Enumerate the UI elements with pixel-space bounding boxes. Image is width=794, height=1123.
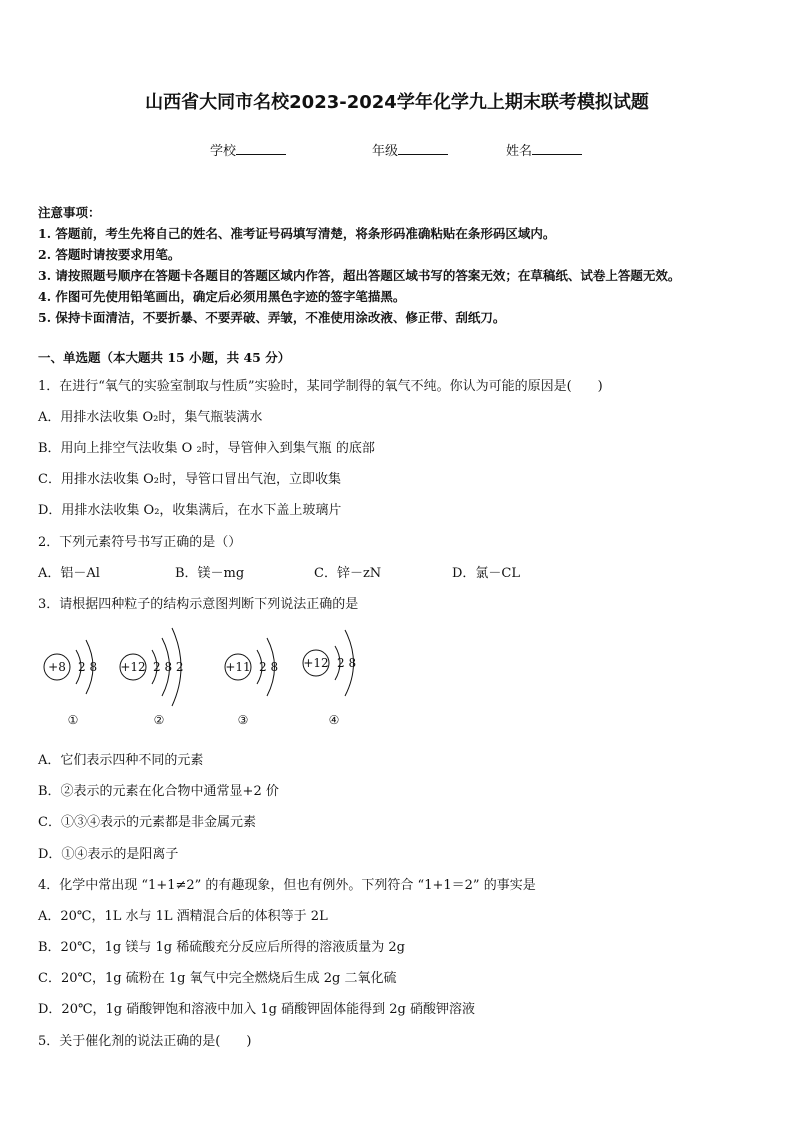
question-5-stem: 5．关于催化剂的说法正确的是( ) (38, 1034, 252, 1049)
notes-heading: 注意事项： (38, 205, 101, 220)
question-1-option-b[interactable]: B．用向上排空气法收集 O ₂时，导管伸入到集气瓶 的底部 (38, 441, 375, 456)
question-4-option-a[interactable]: A．20℃，1L 水与 1L 酒精混合后的体积等于 2L (38, 909, 328, 924)
question-2-option-b[interactable]: B．镁－mg (175, 566, 245, 581)
nucleus-label: +12 (303, 656, 329, 670)
note-item: 5. 保持卡面清洁，不要折暴、不要弄破、弄皱，不准使用涂改液、修正带、刮纸刀。 (38, 310, 506, 325)
particle-label: ③ (237, 713, 249, 727)
particle-2 (120, 628, 184, 727)
question-1-stem: 1．在进行“氧气的实验室制取与性质”实验时，某同学制得的氧气不纯。你认为可能的原因是( ) (38, 379, 603, 394)
question-2-option-c[interactable]: C．锌－zN (314, 566, 382, 581)
shell-label: 2 8 (337, 656, 357, 670)
question-4-stem: 4．化学中常出现 “1+1≠2” 的有趣现象，但也有例外。下列符合 “1+1＝2” 的事实是 (38, 878, 536, 893)
question-1-option-c[interactable]: C．用排水法收集 O₂时，导管口冒出气泡，立即收集 (38, 472, 341, 487)
note-item: 4. 作图可先使用铅笔画出，确定后必须用黑色字迹的签字笔描黑。 (38, 289, 406, 304)
particle-4 (303, 630, 356, 727)
note-item: 1. 答题前，考生先将自己的姓名、准考证号码填写清楚，将条形码准确粘贴在条形码区域内。 (38, 226, 556, 241)
grade-label: 年级 (372, 144, 399, 159)
note-item: 2. 答题时请按要求用笔。 (38, 247, 181, 262)
nucleus-label: +12 (120, 660, 146, 674)
question-1-option-d[interactable]: D．用排水法收集 O₂，收集满后，在水下盖上玻璃片 (38, 503, 342, 518)
name-field[interactable] (506, 140, 582, 159)
question-3-stem: 3．请根据四种粒子的结构示意图判断下列说法正确的是 (38, 597, 359, 612)
particle-3 (225, 638, 278, 727)
question-2-option-a[interactable]: A．铝－Al (38, 566, 100, 581)
question-3-option-a[interactable]: A．它们表示四种不同的元素 (38, 753, 204, 768)
shell-label: 2 8 2 (153, 660, 184, 674)
section-title: 一、单选题（本大题共 15 小题，共 45 分） (38, 350, 291, 365)
grade-field[interactable] (372, 140, 448, 159)
particle-label: ④ (328, 713, 340, 727)
question-3-option-b[interactable]: B．②表示的元素在化合物中通常显+2 价 (38, 784, 279, 799)
question-2-option-d[interactable]: D．氯－CL (452, 566, 521, 581)
grade-blank[interactable] (398, 142, 448, 155)
question-4-option-c[interactable]: C．20℃，1g 硫粉在 1g 氧气中完全燃烧后生成 2g 二氧化硫 (38, 971, 397, 986)
name-blank[interactable] (532, 142, 582, 155)
particle-label: ② (153, 713, 165, 727)
question-1-option-a[interactable]: A．用排水法收集 O₂时，集气瓶装满水 (38, 410, 263, 425)
name-label: 姓名 (506, 144, 533, 159)
school-label: 学校 (210, 144, 237, 159)
question-4-option-b[interactable]: B．20℃，1g 镁与 1g 稀硫酸充分反应后所得的溶液质量为 2g (38, 940, 405, 955)
question-4-option-d[interactable]: D．20℃，1g 硝酸钾饱和溶液中加入 1g 硝酸钾固体能得到 2g 硝酸钾溶液 (38, 1002, 475, 1017)
page-title: 山西省大同市名校2023-2024学年化学九上期末联考模拟试题 (145, 92, 649, 113)
nucleus-label: +11 (225, 660, 251, 674)
question-3-option-c[interactable]: C．①③④表示的元素都是非金属元素 (38, 815, 256, 830)
school-blank[interactable] (236, 142, 286, 155)
question-2-stem: 2．下列元素符号书写正确的是（） (38, 535, 242, 550)
school-field[interactable] (210, 140, 286, 159)
particle-1 (44, 640, 97, 727)
shell-label: 2 8 (78, 660, 98, 674)
note-item: 3. 请按照题号顺序在答题卡各题目的答题区域内作答，超出答题区域书写的答案无效；在草稿纸、试卷上答题无效。 (38, 268, 681, 283)
shell-label: 2 8 (259, 660, 279, 674)
particle-label: ① (67, 713, 79, 727)
question-3-option-d[interactable]: D．①④表示的是阳离子 (38, 847, 179, 862)
atomic-structure-diagram (40, 620, 380, 730)
nucleus-label: +8 (48, 660, 66, 674)
